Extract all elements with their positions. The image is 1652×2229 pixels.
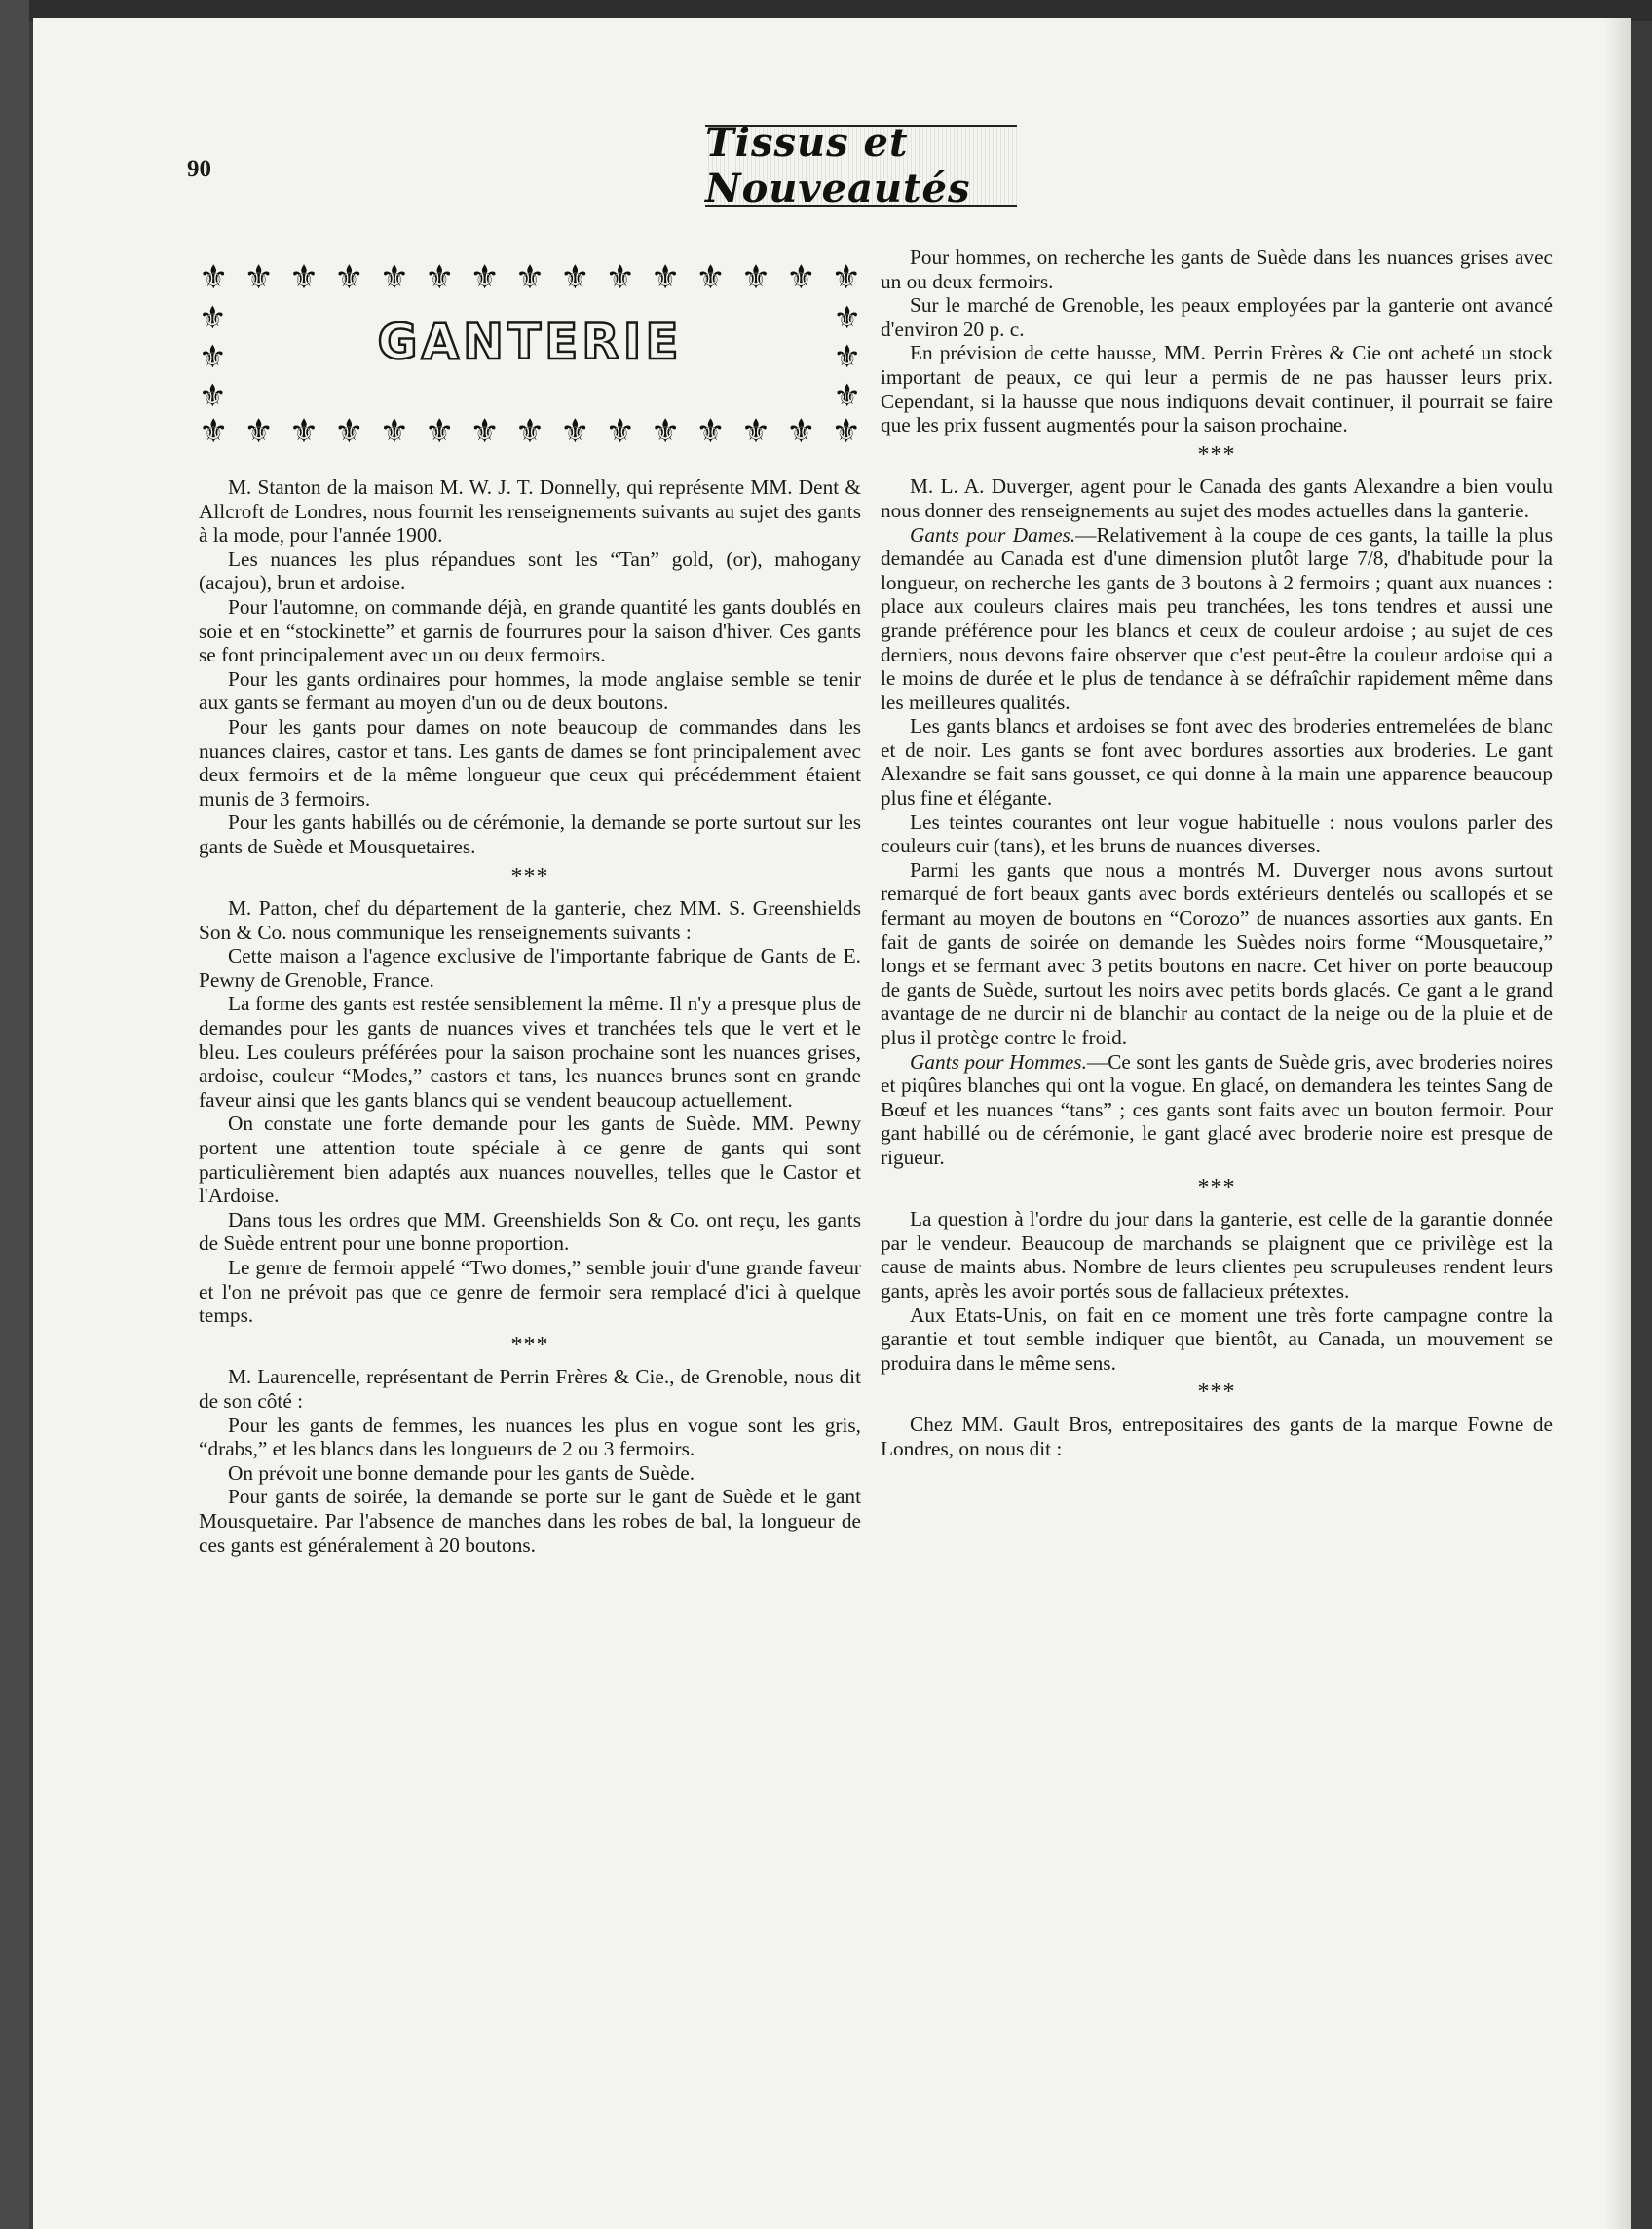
paragraph-text: Pour les gants de femmes, les nuances les plus en vogue sont les gris, “drabs,” et les blancs dans les longueurs de 2 ou 3 fermoirs.: [199, 1413, 861, 1461]
fleur-de-lis-icon: ⚜: [244, 260, 274, 296]
fleur-de-lis-icon: ⚜: [831, 414, 861, 450]
paragraph-text: Pour les gants ordinaires pour hommes, la mode anglaise semble se tenir aux gants se fermant au moyen d'un ou de deux boutons.: [199, 666, 861, 715]
paragraph-text: La question à l'ordre du jour dans la ganterie, est celle de la garantie donnée par le vendeur. Beaucoup de marchands se plaignent que ce privilège est la cause de maints abus. Nombre de leurs clientes peu scrupuleuses rendent leurs gants, après les avoir portés sous de fallacieux prétextes.: [881, 1207, 1553, 1303]
fleur-de-lis-icon: ⚜: [288, 414, 319, 450]
fleur-de-lis-icon: ⚜: [199, 414, 229, 450]
fleur-de-lis-icon: ⚜: [605, 260, 635, 296]
paragraph-text: On prévoit une bonne demande pour les gants de Suède.: [228, 1460, 695, 1485]
fleur-border-left: [199, 298, 227, 415]
fleur-de-lis-icon: ⚜: [833, 300, 861, 335]
fleur-de-lis-icon: ⚜: [334, 414, 364, 450]
fleur-de-lis-icon: ⚜: [650, 260, 681, 296]
paragraph-text: Chez MM. Gault Bros, entrepositaires des gants de la marque Fowne de Londres, on nous dit :: [881, 1412, 1553, 1460]
paragraph-text: —Relativement à la coupe de ces gants, la taille la plus demandée au Canada est d'une dimension plutôt large 7/8, d'habitude pour la longueur, on recherche les gants de 3 boutons à 2 fermoirs ; quant aux nuances : place aux couleurs claires mais peu tranchées, les tons tendres et aussi une grande préférence pour les blancs et ceux de couleur ardoise ; au sujet de ces derniers, nous devons faire observer que c'est peut-être la couleur ardoise qui a le moins de durée et le plus de tendance à se défraîchir rapidement même dans les meilleures qualités.: [881, 522, 1553, 714]
article-paragraph: [199, 992, 861, 1112]
article-paragraph: [881, 811, 1553, 858]
fleur-de-lis-icon: ⚜: [650, 414, 681, 450]
paragraph-text: En prévision de cette hausse, MM. Perrin Frères & Cie ont acheté un stock important de peaux, ce qui leur a permis de ne pas hausser leurs prix. Cependant, si la hausse que nous indiquons devait continuer, il pourrait se faire que les prix fussent augmentés pour la saison prochaine.: [881, 341, 1553, 437]
article-paragraph: [199, 896, 861, 944]
masthead-logo: Tissus et Nouveautés: [705, 125, 1017, 207]
paragraph-text: Pour gants de soirée, la demande se porte sur le gant de Suède et le gant Mousquetaire. Par l'absence de manches dans les robes de bal, la longueur de ces gants est généralement à 20 boutons.: [199, 1485, 861, 1557]
fleur-de-lis-icon: ⚜: [514, 414, 545, 450]
article-paragraph: [881, 1050, 1553, 1170]
article-paragraph: [199, 1414, 861, 1461]
paragraph-text: Pour l'automne, on commande déjà, en grande quantité les gants doublés en soie et en “stockinette” et garnis de fourrures pour la saison d'hiver. Ces gants se font principalement avec un ou deux fermoirs.: [199, 594, 861, 667]
paragraph-text: M. Patton, chef du département de la ganterie, chez MM. S. Greenshields Son & Co. nous communique les renseignements suivants :: [199, 896, 861, 944]
fleur-de-lis-icon: ⚜: [199, 260, 229, 296]
article-paragraph: [199, 595, 861, 667]
article-paragraph: [199, 1461, 861, 1486]
fleur-de-lis-icon: ⚜: [288, 260, 319, 296]
article-paragraph: [881, 341, 1553, 436]
paragraph-text: On constate une forte demande pour les gants de Suède. MM. Pewny portent une attention toute spéciale à ce genre de gants qui sont particulièrement bien adaptés aux nuances nouvelles, telles que le Castor et l'Ardoise.: [199, 1112, 861, 1208]
article-paragraph: [199, 715, 861, 811]
fleur-de-lis-icon: ⚜: [695, 260, 726, 296]
scan-frame-left: [0, 0, 29, 2229]
section-separator: ***: [510, 1332, 549, 1358]
article-paragraph: [199, 811, 861, 858]
fleur-de-lis-icon: ⚜: [740, 260, 771, 296]
section-separator: ***: [1197, 1379, 1236, 1406]
paragraph-text: Pour hommes, on recherche les gants de Suède dans les nuances grises avec un ou deux fermoirs.: [881, 246, 1553, 293]
article-paragraph: [881, 523, 1553, 715]
fleur-border-top: [199, 259, 861, 298]
fleur-de-lis-icon: ⚜: [199, 339, 227, 374]
paragraph-text: Pour les gants pour dames on note beaucoup de commandes dans les nuances claires, castor et tans. Les gants de dames se font principalement avec deux fermoirs et de la même longueur que ceux qui précédemment étaient munis de 3 fermoirs.: [199, 714, 861, 811]
fleur-de-lis-icon: ⚜: [379, 414, 410, 450]
fleur-de-lis-icon: ⚜: [560, 260, 590, 296]
fleur-de-lis-icon: ⚜: [831, 260, 861, 296]
fleur-border-right: [833, 298, 861, 415]
paragraph-text: Cette maison a l'agence exclusive de l'importante fabrique de Gants de E. Pewny de Grenoble, France.: [199, 944, 861, 992]
page-number: 90: [187, 156, 211, 182]
fleur-de-lis-icon: ⚜: [244, 414, 274, 450]
fleur-de-lis-icon: ⚜: [469, 414, 500, 450]
fleur-de-lis-icon: ⚜: [199, 300, 227, 335]
section-title: GANTERIE: [377, 314, 683, 370]
magazine-page: [33, 18, 1631, 2229]
article-paragraph: [199, 475, 861, 548]
paragraph-text: Parmi les gants que nous a montrés M. Duverger nous avons surtout remarqué de fort beaux gants avec bords extérieurs dentelés ou scallopés et se fermant au moyen de boutons en “Corozo” de nuances assorties aux gants. En fait de gants de soirée on demande les Suèdes noirs forme “Mousquetaire,” longs et se fermant avec 3 petits boutons en nacre. Cet hiver on porte beaucoup de gants de Suède, surtout les noirs avec petits bords glacés. Ce gant a le grand avantage de ne durcir ni de blanchir au contact de la neige ou de la pluie et de plus il protège contre le froid.: [881, 857, 1553, 1049]
article-paragraph: [881, 246, 1553, 293]
paragraph-text: M. Laurencelle, représentant de Perrin Frères & Cie., de Grenoble, nous dit de son côté :: [199, 1365, 861, 1413]
fleur-de-lis-icon: ⚜: [786, 414, 816, 450]
paragraph-text: M. Stanton de la maison M. W. J. T. Donnelly, qui représente MM. Dent & Allcroft de Londres, nous fournit les renseignements suivants au sujet des gants à la mode, pour l'année 1900.: [199, 475, 861, 548]
fleur-border-bottom: [199, 413, 861, 452]
paragraph-text: Pour les gants habillés ou de cérémonie, la demande se porte surtout sur les gants de Suède et Mousquetaires.: [199, 811, 861, 858]
article-column-left: [199, 475, 861, 1557]
paragraph-text: Sur le marché de Grenoble, les peaux employées par la ganterie ont avancé d'environ 20 p. c.: [881, 293, 1553, 341]
article-paragraph: [881, 1413, 1553, 1460]
section-separator: ***: [510, 863, 549, 889]
fleur-de-lis-icon: ⚜: [424, 414, 455, 450]
fleur-de-lis-icon: ⚜: [514, 260, 545, 296]
paragraph-text: Les gants blancs et ardoises se font avec des broderies entremelées de blanc et de noir. Les gants se font avec bordures assorties aux broderies. Le gant Alexandre se fait sans gousset, ce qui donne à la main une apparence beaucoup plus fine et élégante.: [881, 714, 1553, 811]
paragraph-text: M. L. A. Duverger, agent pour le Canada des gants Alexandre a bien voulu nous donner des renseignements au sujet des modes actuelles dans la ganterie.: [881, 474, 1553, 522]
fleur-de-lis-icon: ⚜: [469, 260, 500, 296]
fleur-de-lis-icon: ⚜: [740, 414, 771, 450]
fleur-de-lis-icon: ⚜: [605, 414, 635, 450]
fleur-de-lis-icon: ⚜: [833, 339, 861, 374]
section-separator: ***: [1197, 441, 1236, 468]
article-paragraph: [199, 1256, 861, 1328]
paragraph-text: —Ce sont les gants de Suède gris, avec broderies noires et piqûres blanches qui ont la vogue. En glacé, on demandera les teintes Sang de Bœuf et les nuances “tans” ; ces gants sont faits avec un bouton fermoir. Pour gant habillé ou de cérémonie, le gant glacé avec broderie noire est presque de rigueur.: [881, 1049, 1553, 1169]
paragraph-text: Aux Etats-Unis, on fait en ce moment une très forte campagne contre la garantie et tout semble indiquer que bientôt, au Canada, un mouvement se produira dans le même sens.: [881, 1303, 1553, 1375]
section-banner: [199, 259, 861, 454]
fleur-de-lis-icon: ⚜: [199, 378, 227, 413]
fleur-de-lis-icon: ⚜: [334, 260, 364, 296]
section-separator: ***: [1197, 1174, 1236, 1200]
paragraph-text: Les teintes courantes ont leur vogue habituelle : nous voulons parler des couleurs cuir (tans), et les bruns de nuances diverses.: [881, 810, 1553, 858]
article-paragraph: [881, 714, 1553, 810]
article-paragraph: [881, 293, 1553, 341]
article-column-right: [881, 246, 1553, 1460]
article-paragraph: [199, 1365, 861, 1413]
article-paragraph: [881, 1303, 1553, 1376]
fleur-de-lis-icon: ⚜: [379, 260, 410, 296]
fleur-de-lis-icon: ⚜: [695, 414, 726, 450]
paragraph-lead: Gants pour Hommes.: [910, 1049, 1087, 1074]
fleur-de-lis-icon: ⚜: [560, 414, 590, 450]
paragraph-text: Le genre de fermoir appelé “Two domes,” semble jouir d'une grande faveur et l'on ne prévoit pas que ce genre de fermoir sera remplacé d'ici à quelque temps.: [199, 1256, 861, 1328]
article-paragraph: [199, 1208, 861, 1256]
article-paragraph: [199, 548, 861, 595]
fleur-de-lis-icon: ⚜: [786, 260, 816, 296]
fleur-de-lis-icon: ⚜: [424, 260, 455, 296]
fleur-de-lis-icon: ⚜: [833, 378, 861, 413]
paragraph-text: Les nuances les plus répandues sont les “Tan” gold, (or), mahogany (acajou), brun et ardoise.: [199, 547, 861, 595]
paragraph-lead: Gants pour Dames.: [910, 522, 1076, 547]
article-paragraph: [881, 474, 1553, 522]
article-paragraph: [881, 1207, 1553, 1303]
paragraph-text: La forme des gants est restée sensiblement la même. Il n'y a presque plus de demandes pour les gants de nuances vives et tranchées tels que le vert et le bleu. Les couleurs préférées pour la saison prochaine sont les nuances grises, ardoise, couleur “Modes,” castors et tans, les nuances brunes sont en grande faveur ainsi que les gants blancs qui se vendent beaucoup actuellement.: [199, 992, 861, 1112]
article-paragraph: [881, 858, 1553, 1050]
paragraph-text: Dans tous les ordres que MM. Greenshields Son & Co. ont reçu, les gants de Suède entrent pour une bonne proportion.: [199, 1207, 861, 1256]
article-paragraph: [199, 1112, 861, 1207]
article-paragraph: [199, 667, 861, 715]
article-paragraph: [199, 1485, 861, 1557]
article-paragraph: [199, 944, 861, 992]
